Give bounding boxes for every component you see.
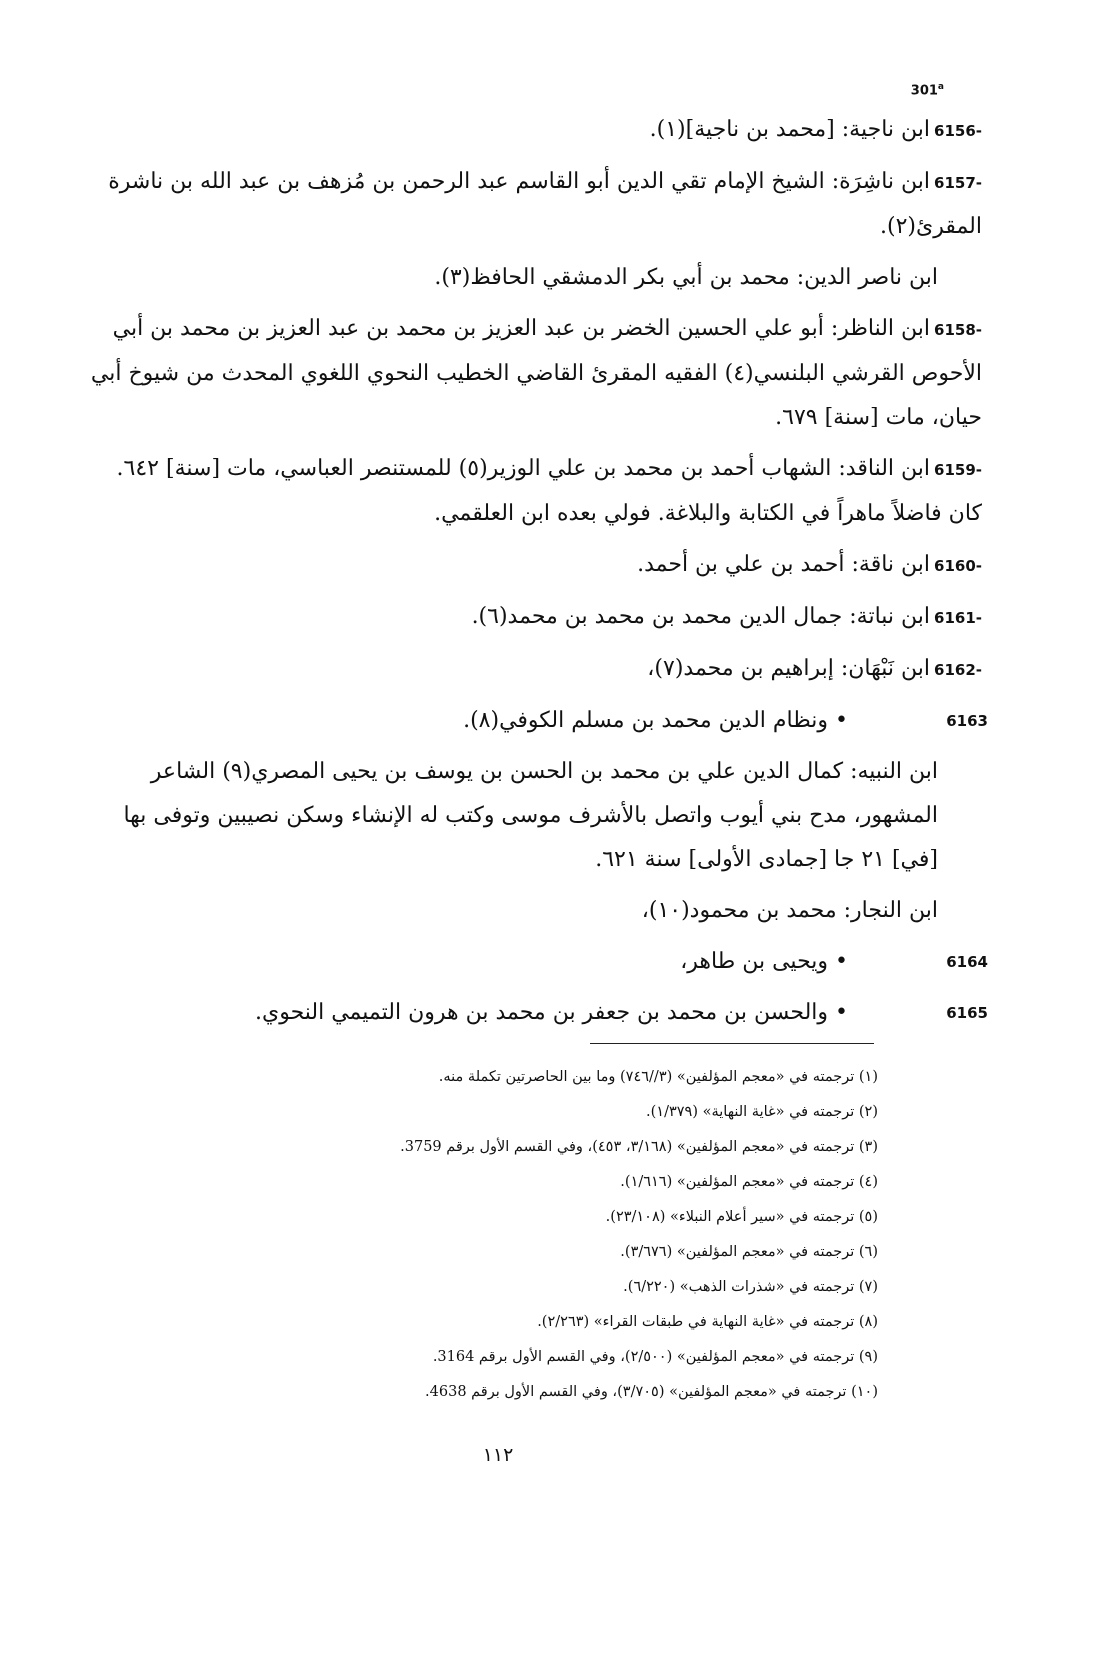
entry-number: 6161- bbox=[934, 609, 982, 627]
entry bbox=[88, 543, 988, 588]
entry-number: 6164 bbox=[946, 953, 988, 971]
entry-number: 6165 bbox=[946, 1004, 988, 1022]
footnote: (٩) ترجمته في «معجم المؤلفين» (٢/٥٠٠)، وفي القسم الأول برقم 3164. bbox=[432, 1349, 878, 1365]
entry bbox=[88, 647, 988, 692]
footnote: (٧) ترجمته في «شذرات الذهب» (٦/٢٢٠). bbox=[623, 1279, 878, 1295]
entry-text: 6159-ابن الناقد: الشهاب أحمد بن محمد بن علي الوزير(٥) للمستنصر العباسي، مات [سنة] ٦٤٢. كان فاضلاً ماهراً في الكتابة والبلاغة. فولي بعده ابن العلقمي. bbox=[88, 447, 988, 536]
folio-number: 301 bbox=[910, 83, 938, 99]
entry-number: 6160- bbox=[934, 557, 982, 575]
footnote: (١٠) ترجمته في «معجم المؤلفين» (٣/٧٠٥)، وفي القسم الأول برقم 4638. bbox=[425, 1384, 878, 1400]
footnotes-list bbox=[300, 1060, 878, 1410]
entry-number: 6159- bbox=[934, 461, 982, 479]
entry bbox=[88, 699, 988, 743]
folio-side: a bbox=[937, 82, 944, 92]
entry bbox=[88, 940, 988, 984]
footnote: (٦) ترجمته في «معجم المؤلفين» (٣/٦٧٦). bbox=[620, 1244, 878, 1260]
entry-text: • والحسن بن محمد بن جعفر بن محمد بن هرون التميمي النحوي. bbox=[254, 1000, 848, 1025]
entry-text: 6158-ابن الناظر: أبو علي الحسين الخضر بن عبد العزيز بن محمد بن عبد العزيز بن محمد بن أبي الأحوص القرشي البلنسي(٤) الفقيه المقرئ القاضي الخطيب النحوي اللغوي المحدث من شيوخ أبي حيان، مات [سنة] ٦٧٩. bbox=[88, 307, 988, 440]
entry-text: 6161-ابن نباتة: جمال الدين محمد بن محمد بن محمد(٦). bbox=[88, 595, 988, 640]
entry-text: 6156-ابن ناجية: [محمد بن ناجية](١). bbox=[88, 108, 988, 153]
entry-text: 6162-ابن نَبْهَان: إبراهيم بن محمد(٧)، bbox=[88, 647, 988, 692]
entry bbox=[88, 108, 988, 153]
manuscript-folio bbox=[911, 82, 944, 98]
entry-text: ابن النبيه: كمال الدين علي بن محمد بن الحسن بن يوسف بن يحيى المصري(٩) الشاعر المشهور، مدح بني أيوب واتصل بالأشرف موسى وكتب له الإنشاء وسكن نصيبين وتوفى بها [في] ٢١ جا [جمادى الأولى] سنة ٦٢١. bbox=[123, 759, 938, 872]
footnote: (٢) ترجمته في «غاية النهاية» (١/٣٧٩). bbox=[646, 1104, 878, 1120]
entry-text: 6157-ابن ناشِرَة: الشيخ الإمام تقي الدين أبو القاسم عبد الرحمن بن مُزهف بن عبد الله بن ناشرة المقرئ(٢). bbox=[88, 160, 988, 249]
page-number: ١١٢ bbox=[482, 1444, 514, 1466]
entry-number: 6158- bbox=[934, 321, 982, 339]
entry-text: 6160-ابن ناقة: أحمد بن علي بن أحمد. bbox=[88, 543, 988, 588]
entry bbox=[88, 256, 988, 300]
entry bbox=[88, 750, 988, 882]
entry-text: ابن ناصر الدين: محمد بن أبي بكر الدمشقي الحافظ(٣). bbox=[434, 265, 938, 290]
footnote: (٨) ترجمته في «غاية النهاية في طبقات القراء» (٢/٢٦٣). bbox=[537, 1314, 878, 1330]
footnote: (٣) ترجمته في «معجم المؤلفين» (٣/١٦٨، ٤٥٣)، وفي القسم الأول برقم 3759. bbox=[400, 1139, 878, 1155]
entry bbox=[88, 307, 988, 440]
entry-text: • ونظام الدين محمد بن مسلم الكوفي(٨). bbox=[463, 708, 848, 733]
footnote: (٤) ترجمته في «معجم المؤلفين» (١/٦١٦). bbox=[620, 1174, 878, 1190]
entry bbox=[88, 889, 988, 933]
entry-number: 6163 bbox=[946, 712, 988, 730]
footnote: (٥) ترجمته في «سير أعلام النبلاء» (٢٣/١٠٨). bbox=[605, 1209, 878, 1225]
footnote-separator bbox=[590, 1043, 874, 1044]
entry bbox=[88, 595, 988, 640]
entry-number: 6157- bbox=[934, 174, 982, 192]
entry-text: • ويحيى بن طاهر، bbox=[680, 949, 848, 974]
entry bbox=[88, 991, 988, 1035]
entry bbox=[88, 160, 988, 249]
entries-list bbox=[88, 108, 988, 1042]
footnote: (١) ترجمته في «معجم المؤلفين» (٣//٧٤٦) وما بين الحاصرتين تكملة منه. bbox=[438, 1069, 878, 1085]
entry-number: 6156- bbox=[934, 122, 982, 140]
entry-number: 6162- bbox=[934, 661, 982, 679]
entry bbox=[88, 447, 988, 536]
entry-text: ابن النجار: محمد بن محمود(١٠)، bbox=[641, 898, 938, 923]
